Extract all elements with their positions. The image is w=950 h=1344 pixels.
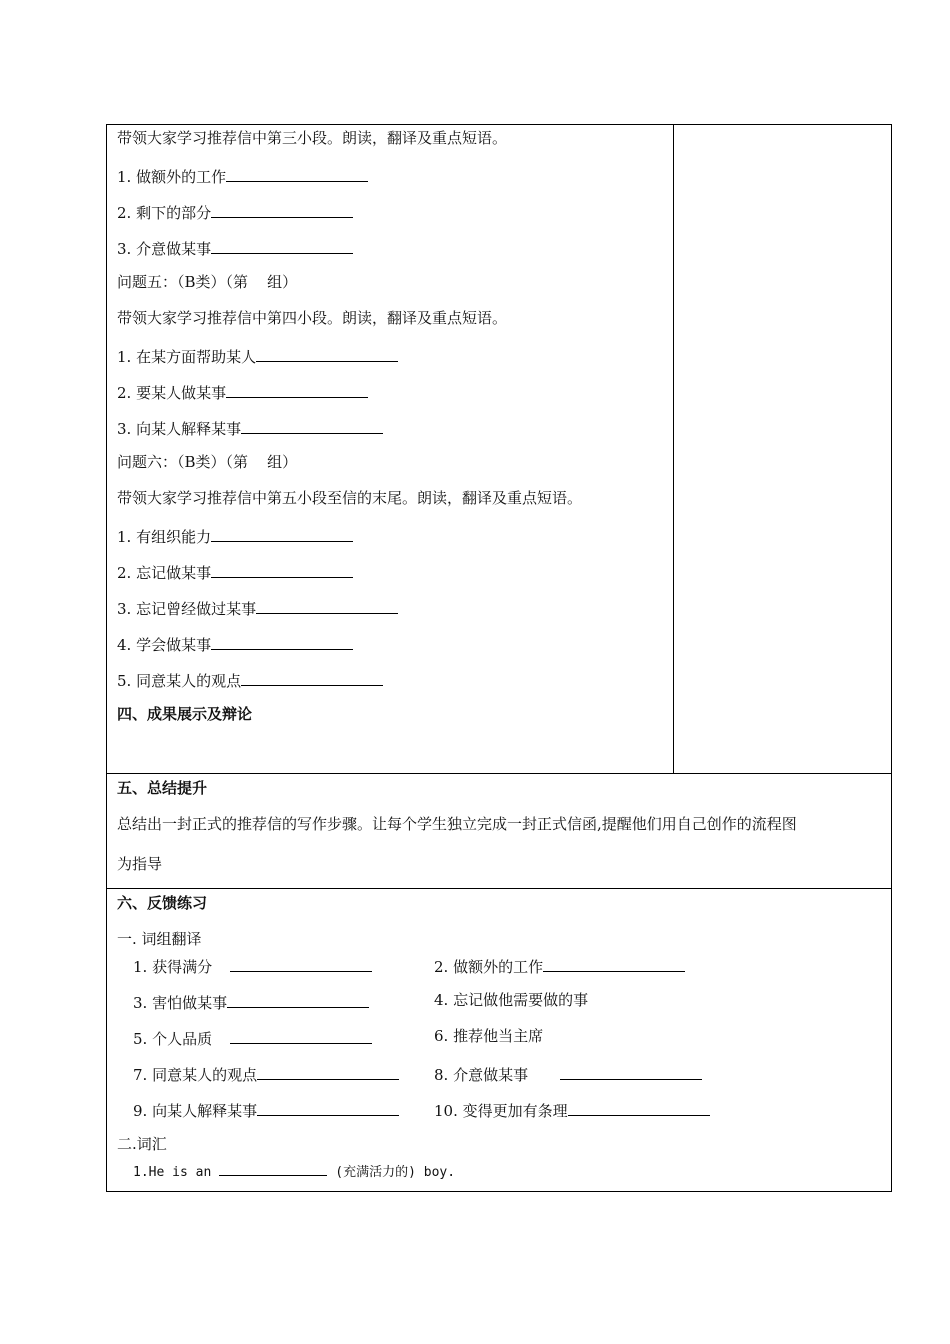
phrase-item: 5. 同意某人的观点 (117, 671, 383, 689)
section-heading: 六、反馈练习 (117, 894, 208, 912)
paragraph-intro: 带领大家学习推荐信中第四小段。朗读，翻译及重点短语。 (117, 309, 508, 327)
answer-blank[interactable] (226, 167, 368, 182)
exercise-item: 3. 害怕做某事 (133, 993, 369, 1011)
answer-blank[interactable] (560, 1065, 702, 1080)
summary-text: 为指导 (117, 855, 163, 873)
phrase-item: 1. 有组织能力 (117, 527, 353, 545)
phrase-item: 1. 在某方面帮助某人 (117, 347, 398, 365)
answer-blank[interactable] (241, 419, 383, 434)
question-five: 问题五：（B类）（第 组） (117, 273, 298, 291)
phrase-item: 3. 向某人解释某事 (117, 419, 383, 437)
column-divider (673, 125, 674, 773)
section-heading: 四、成果展示及辩论 (117, 705, 253, 723)
exercise-item: 9. 向某人解释某事 (133, 1101, 399, 1119)
phrase-item: 2. 剩下的部分 (117, 203, 353, 221)
exercise-item: 8. 介意做某事 (434, 1065, 702, 1083)
worksheet-table (106, 124, 892, 1192)
paragraph-intro: 带领大家学习推荐信中第五小段至信的末尾。朗读，翻译及重点短语。 (117, 489, 583, 507)
exercise-part-title: 一. 词组翻译 (117, 930, 202, 948)
answer-blank[interactable] (543, 957, 685, 972)
section-heading: 五、总结提升 (117, 779, 208, 797)
exercise-part-title: 二.词汇 (117, 1135, 167, 1153)
answer-blank[interactable] (256, 599, 398, 614)
exercise-item: 2. 做额外的工作 (434, 957, 685, 975)
phrase-item: 2. 要某人做某事 (117, 383, 368, 401)
phrase-item: 1. 做额外的工作 (117, 167, 368, 185)
answer-blank[interactable] (230, 957, 372, 972)
answer-blank[interactable] (211, 239, 353, 254)
answer-blank[interactable] (211, 527, 353, 542)
phrase-item: 2. 忘记做某事 (117, 563, 353, 581)
row-divider (107, 773, 891, 774)
answer-blank[interactable] (568, 1101, 710, 1116)
answer-blank[interactable] (257, 1101, 399, 1116)
answer-blank[interactable] (257, 1065, 399, 1080)
vocab-item: 1.He is an (充满活力的) boy. (133, 1161, 455, 1179)
answer-blank[interactable] (241, 671, 383, 686)
phrase-item: 3. 介意做某事 (117, 239, 353, 257)
row-divider (107, 888, 891, 889)
exercise-item: 5. 个人品质 (133, 1029, 372, 1047)
question-six: 问题六：（B类）（第 组） (117, 453, 298, 471)
answer-blank[interactable] (211, 563, 353, 578)
exercise-item: 4. 忘记做他需要做的事 (434, 991, 589, 1009)
answer-blank[interactable] (211, 635, 353, 650)
answer-blank[interactable] (256, 347, 398, 362)
summary-text: 总结出一封正式的推荐信的写作步骤。让每个学生独立完成一封正式信函,提醒他们用自己创作的流程图 (117, 815, 797, 833)
phrase-item: 3. 忘记曾经做过某事 (117, 599, 398, 617)
phrase-item: 4. 学会做某事 (117, 635, 353, 653)
paragraph-intro: 带领大家学习推荐信中第三小段。朗读，翻译及重点短语。 (117, 129, 508, 147)
answer-blank[interactable] (226, 383, 368, 398)
answer-blank[interactable] (219, 1161, 327, 1176)
answer-blank[interactable] (227, 993, 369, 1008)
exercise-item: 1. 获得满分 (133, 957, 372, 975)
answer-blank[interactable] (230, 1029, 372, 1044)
exercise-item: 10. 变得更加有条理 (434, 1101, 710, 1119)
answer-blank[interactable] (211, 203, 353, 218)
exercise-item: 7. 同意某人的观点 (133, 1065, 399, 1083)
exercise-item: 6. 推荐他当主席 (434, 1027, 544, 1045)
